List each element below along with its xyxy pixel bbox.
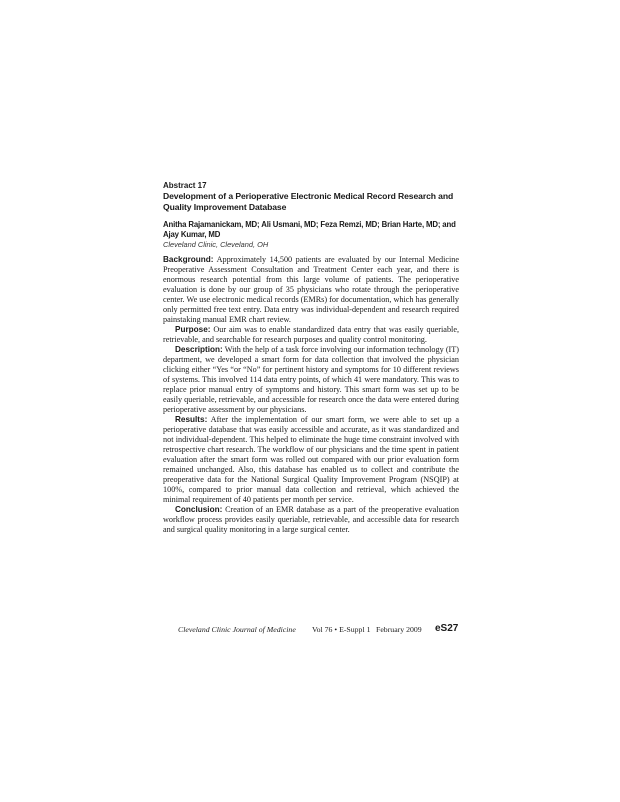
page-number: eS27 — [435, 623, 459, 634]
issue-date: February 2009 — [376, 625, 422, 634]
description-heading: Description: — [175, 345, 223, 354]
abstract-title: Development of a Perioperative Electronic Medical Record Research and Quality Improvement Database — [163, 191, 454, 212]
background-heading: Background: — [163, 255, 214, 264]
volume-info: Vol 76 • E-Suppl 1 — [312, 625, 371, 634]
page-footer — [178, 623, 460, 637]
results-heading: Results: — [175, 415, 208, 424]
description-text: With the help of a task force involving our information technology (IT) department, we developed a smart form for data collection that involved the physician clicking either “Yes “or “No” for pertinent history and symptoms for 10 different reviews of systems. This involved 114 data entry points, of which 41 were mandatory. This was to replace prior manual entry of symptoms and history. This smart form was set up to be easily queriable, retrievable, and accessible for research once the data were entered during perioperative assessment by our physicians. — [163, 345, 459, 414]
affiliation: Cleveland Clinic, Cleveland, OH — [163, 240, 269, 249]
conclusion-heading: Conclusion: — [175, 505, 223, 514]
purpose-heading: Purpose: — [175, 325, 211, 334]
description-paragraph — [163, 345, 459, 415]
purpose-paragraph — [163, 325, 459, 345]
results-text: After the implementation of our smart form, we were able to set up a perioperative database that was easily accessible and accurate, as it was standardized and not individual-dependent. This helped to eliminate the huge time constraint involved with retrospective chart research. The workflow of our physicians and the time spent in patient evaluation after the smart form was rolled out compared with our prior evaluation form remained unchanged. Also, this database has enabled us to collect and contribute the preoperative data for the National Surgical Quality Improvement Program (NSQIP) at 100%, compared to prior manual data collection and retrieval, which achieved the minimal requirement of 40 patients per month per service. — [163, 415, 459, 504]
results-paragraph — [163, 415, 459, 505]
background-paragraph — [163, 255, 459, 325]
author-list: Anitha Rajamanickam, MD; Ali Usmani, MD; Feza Remzi, MD; Brian Harte, MD; and Ajay Kumar, MD — [163, 220, 456, 239]
abstract-number: Abstract 17 — [163, 181, 207, 190]
abstract — [163, 181, 459, 535]
purpose-text: Our aim was to enable standardized data entry that was easily queriable, retrievable, and searchable for research purposes and quality control monitoring. — [163, 325, 459, 344]
journal-name: Cleveland Clinic Journal of Medicine — [178, 625, 296, 634]
conclusion-text: Creation of an EMR database as a part of the preoperative evaluation workflow process provides easily queriable, retrievable, and accessible data for research and surgical quality monitoring in a large surgical center. — [163, 505, 459, 534]
conclusion-paragraph — [163, 505, 459, 535]
background-text: Approximately 14,500 patients are evaluated by our Internal Medicine Preoperative Assessment Consultation and Treatment Center each year, and there is enormous research potential from this large volume of patients. The perioperative evaluation is done by our group of 35 physicians who rotate through the perioperative center. We use electronic medical records (EMRs) for documentation, which has generally only permitted free text entry. Data entry was individual-dependent and research required painstaking manual EMR chart review. — [163, 255, 459, 324]
